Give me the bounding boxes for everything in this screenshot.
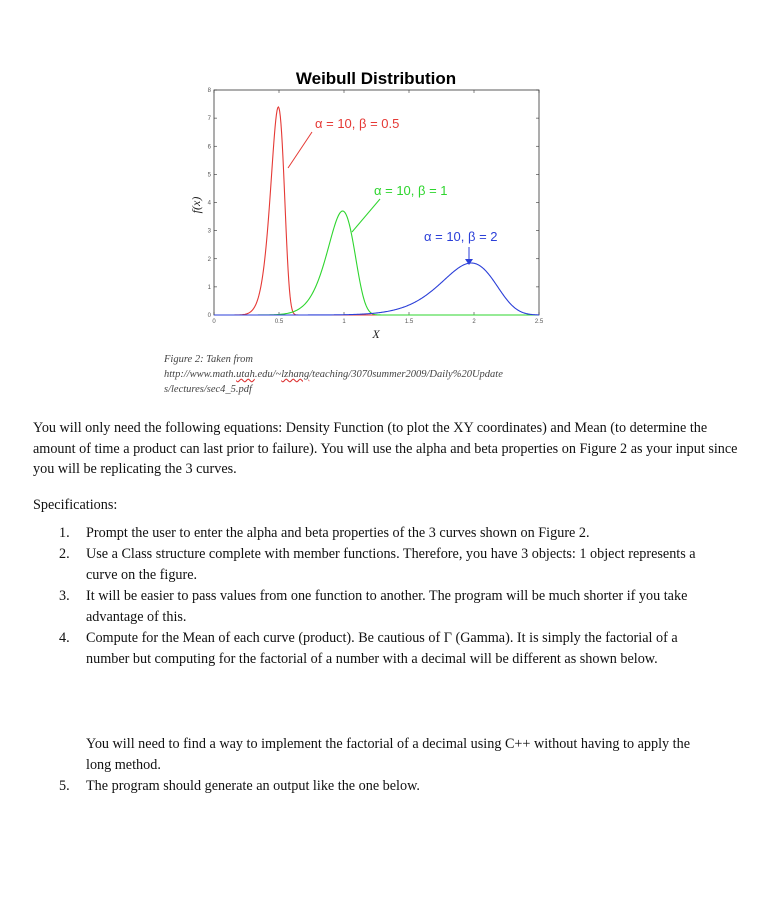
y-tick-label: 1 [207,284,211,291]
spec-text: It will be easier to pass values from one function to another. The program will be much shorter if you take advantage of this. [86,588,688,625]
spec-text: Use a Class structure complete with member functions. Therefore, you have 3 objects: 1 object represents a curve on the figure. [86,546,696,583]
spec-number: 1. [59,525,70,541]
spec-number: 4. [59,630,70,646]
x-tick-label: 2 [472,319,476,325]
label-blue: α = 10, β = 2 [424,229,498,244]
chart-title: Weibull Distribution [295,69,457,88]
x-tick-label: 0.5 [274,319,284,325]
y-tick-label: 4 [207,200,211,207]
caption-url-part: .edu/~ [254,369,282,380]
caption-line-2 [164,367,604,382]
caption-url-part: lzhang [281,369,310,380]
spec-text: Compute for the Mean of each curve (product). Be cautious of Γ (Gamma). It is simply the factorial of a number but computing for the factorial of a number with a decimal will be different as shown below. [86,630,678,667]
caption-url-part: utah [236,369,255,380]
y-tick-label: 7 [207,116,211,123]
spec-number: 3. [59,588,70,604]
caption-line-3: s/lectures/sec4_5.pdf [164,384,252,395]
caption-line-1: Figure 2: Taken from [164,354,253,365]
spec-number: 5. [59,778,70,794]
label-red: α = 10, β = 0.5 [315,116,400,131]
specifications-heading: Specifications: [33,497,118,513]
figure-caption [164,352,604,397]
y-tick-label: 0 [207,313,211,319]
y-tick-label: 5 [207,172,211,179]
spec-text: The program should generate an output like the one below. [86,778,420,794]
x-axis-label: X [372,327,380,340]
weibull-figure [0,0,768,340]
spec-text: Prompt the user to enter the alpha and beta properties of the 3 curves shown on Figure 2. [86,525,590,541]
spec-text: You will need to find a way to implement the factorial of a decimal using C++ without having to apply the long method. [86,736,691,773]
y-axis-label: f(x) [189,196,203,214]
spec-number: 2. [59,546,70,562]
x-tick-label: 0 [212,319,216,325]
x-tick-label: 1 [342,319,346,325]
y-tick-label: 8 [207,88,211,94]
intro-paragraph: You will only need the following equations: Density Function (to plot the XY coordinates) and Mean (to determine the amount of time a product can last prior to failure). You will use the alpha and beta properties on Figure 2 as your input since you will be replicating the 3 curves. [33,420,738,477]
y-tick-label: 2 [207,256,211,263]
y-tick-label: 6 [207,144,211,151]
label-green: α = 10, β = 1 [374,183,448,198]
y-tick-label: 3 [207,228,211,235]
caption-url-part: /teaching/3070summer2009/Daily%20Update [309,369,503,380]
x-tick-label: 2.5 [534,319,544,325]
x-tick-label: 1.5 [404,319,414,325]
caption-url-part: http://www.math. [164,369,237,380]
